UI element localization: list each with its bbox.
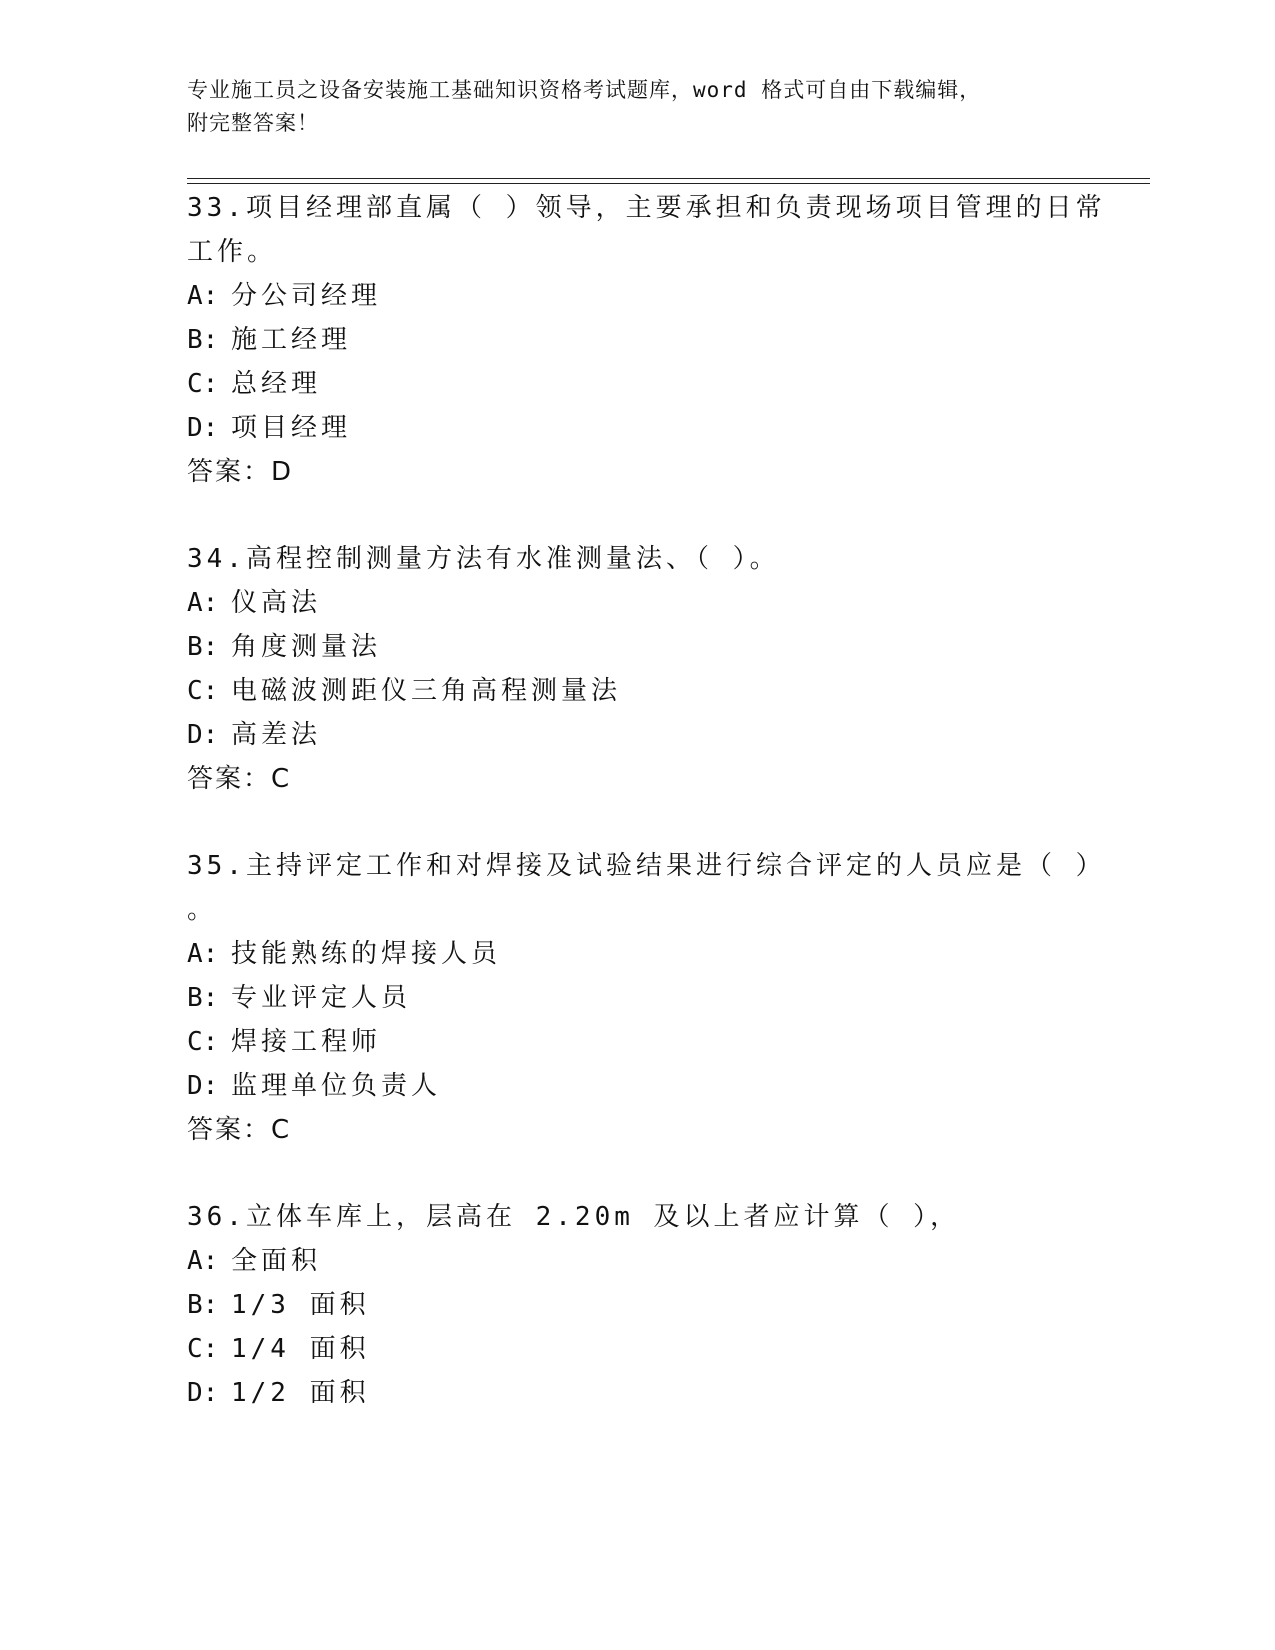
- option-label: D:: [187, 1378, 219, 1408]
- question-34-option-a: [187, 586, 321, 620]
- option-text: 技能熟练的焊接人员: [231, 939, 502, 969]
- option-text: 全面积: [231, 1246, 322, 1276]
- question-33-option-b: [187, 323, 351, 357]
- option-label: C:: [187, 1334, 219, 1364]
- option-label: C:: [187, 676, 219, 706]
- option-label: B:: [187, 325, 219, 355]
- header-divider-top: [187, 178, 1150, 179]
- option-label: C:: [187, 369, 219, 399]
- option-text: 专业评定人员: [231, 983, 412, 1013]
- option-label: B:: [187, 983, 219, 1013]
- option-text: 电磁波测距仪三角高程测量法: [231, 676, 622, 706]
- question-33-text-continued: 工作。: [187, 237, 278, 267]
- header-line-1: 专业施工员之设备安装施工基础知识资格考试题库，word 格式可自由下载编辑，: [187, 78, 982, 102]
- question-36-text: 36.立体车库上，层高在 2.20m 及以上者应计算（ ），: [187, 1202, 961, 1232]
- option-text: 施工经理: [231, 325, 352, 355]
- question-34-option-d: [187, 718, 321, 752]
- question-35-answer: 答案：C: [187, 1115, 292, 1145]
- question-35-text: 35.主持评定工作和对焊接及试验结果进行综合评定的人员应是（ ）: [187, 851, 1106, 881]
- option-label: D:: [187, 1071, 219, 1101]
- question-33-answer: 答案：D: [187, 457, 294, 487]
- option-text: 总经理: [231, 369, 322, 399]
- question-36-option-a: [187, 1244, 321, 1278]
- option-label: C:: [187, 1027, 219, 1057]
- option-text: 角度测量法: [231, 632, 382, 662]
- question-36-option-b: [187, 1288, 370, 1322]
- question-33-option-d: [187, 411, 351, 445]
- option-label: A:: [187, 588, 219, 618]
- option-label: D:: [187, 720, 219, 750]
- option-text: 1/2 面积: [231, 1378, 370, 1408]
- option-text: 分公司经理: [231, 281, 382, 311]
- question-33-option-a: [187, 279, 381, 313]
- option-label: B:: [187, 632, 219, 662]
- question-33-option-c: [187, 367, 321, 401]
- question-35-option-c: [187, 1025, 381, 1059]
- question-35-option-b: [187, 981, 411, 1015]
- option-label: A:: [187, 1246, 219, 1276]
- document-header: [187, 74, 1067, 140]
- question-34-answer: 答案：C: [187, 764, 292, 794]
- question-35-option-d: [187, 1069, 441, 1103]
- header-line-2: 附完整答案！: [187, 111, 319, 135]
- question-35-option-a: [187, 937, 501, 971]
- option-label: A:: [187, 939, 219, 969]
- question-34-text: 34.高程控制测量方法有水准测量法、（ ）。: [187, 544, 780, 574]
- option-text: 仪高法: [231, 588, 322, 618]
- header-divider-bottom: [187, 183, 1150, 184]
- option-text: 焊接工程师: [231, 1027, 382, 1057]
- question-36-option-d: [187, 1376, 370, 1410]
- option-text: 1/4 面积: [231, 1334, 370, 1364]
- option-label: B:: [187, 1290, 219, 1320]
- question-35-text-continued: 。: [187, 895, 218, 925]
- option-text: 1/3 面积: [231, 1290, 370, 1320]
- option-text: 监理单位负责人: [231, 1071, 442, 1101]
- option-label: A:: [187, 281, 219, 311]
- question-36-option-c: [187, 1332, 370, 1366]
- option-text: 项目经理: [231, 413, 352, 443]
- option-label: D:: [187, 413, 219, 443]
- option-text: 高差法: [231, 720, 322, 750]
- question-33-text: 33.项目经理部直属（ ）领导，主要承担和负责现场项目管理的日常: [187, 193, 1106, 223]
- question-34-option-c: [187, 674, 621, 708]
- question-34-option-b: [187, 630, 381, 664]
